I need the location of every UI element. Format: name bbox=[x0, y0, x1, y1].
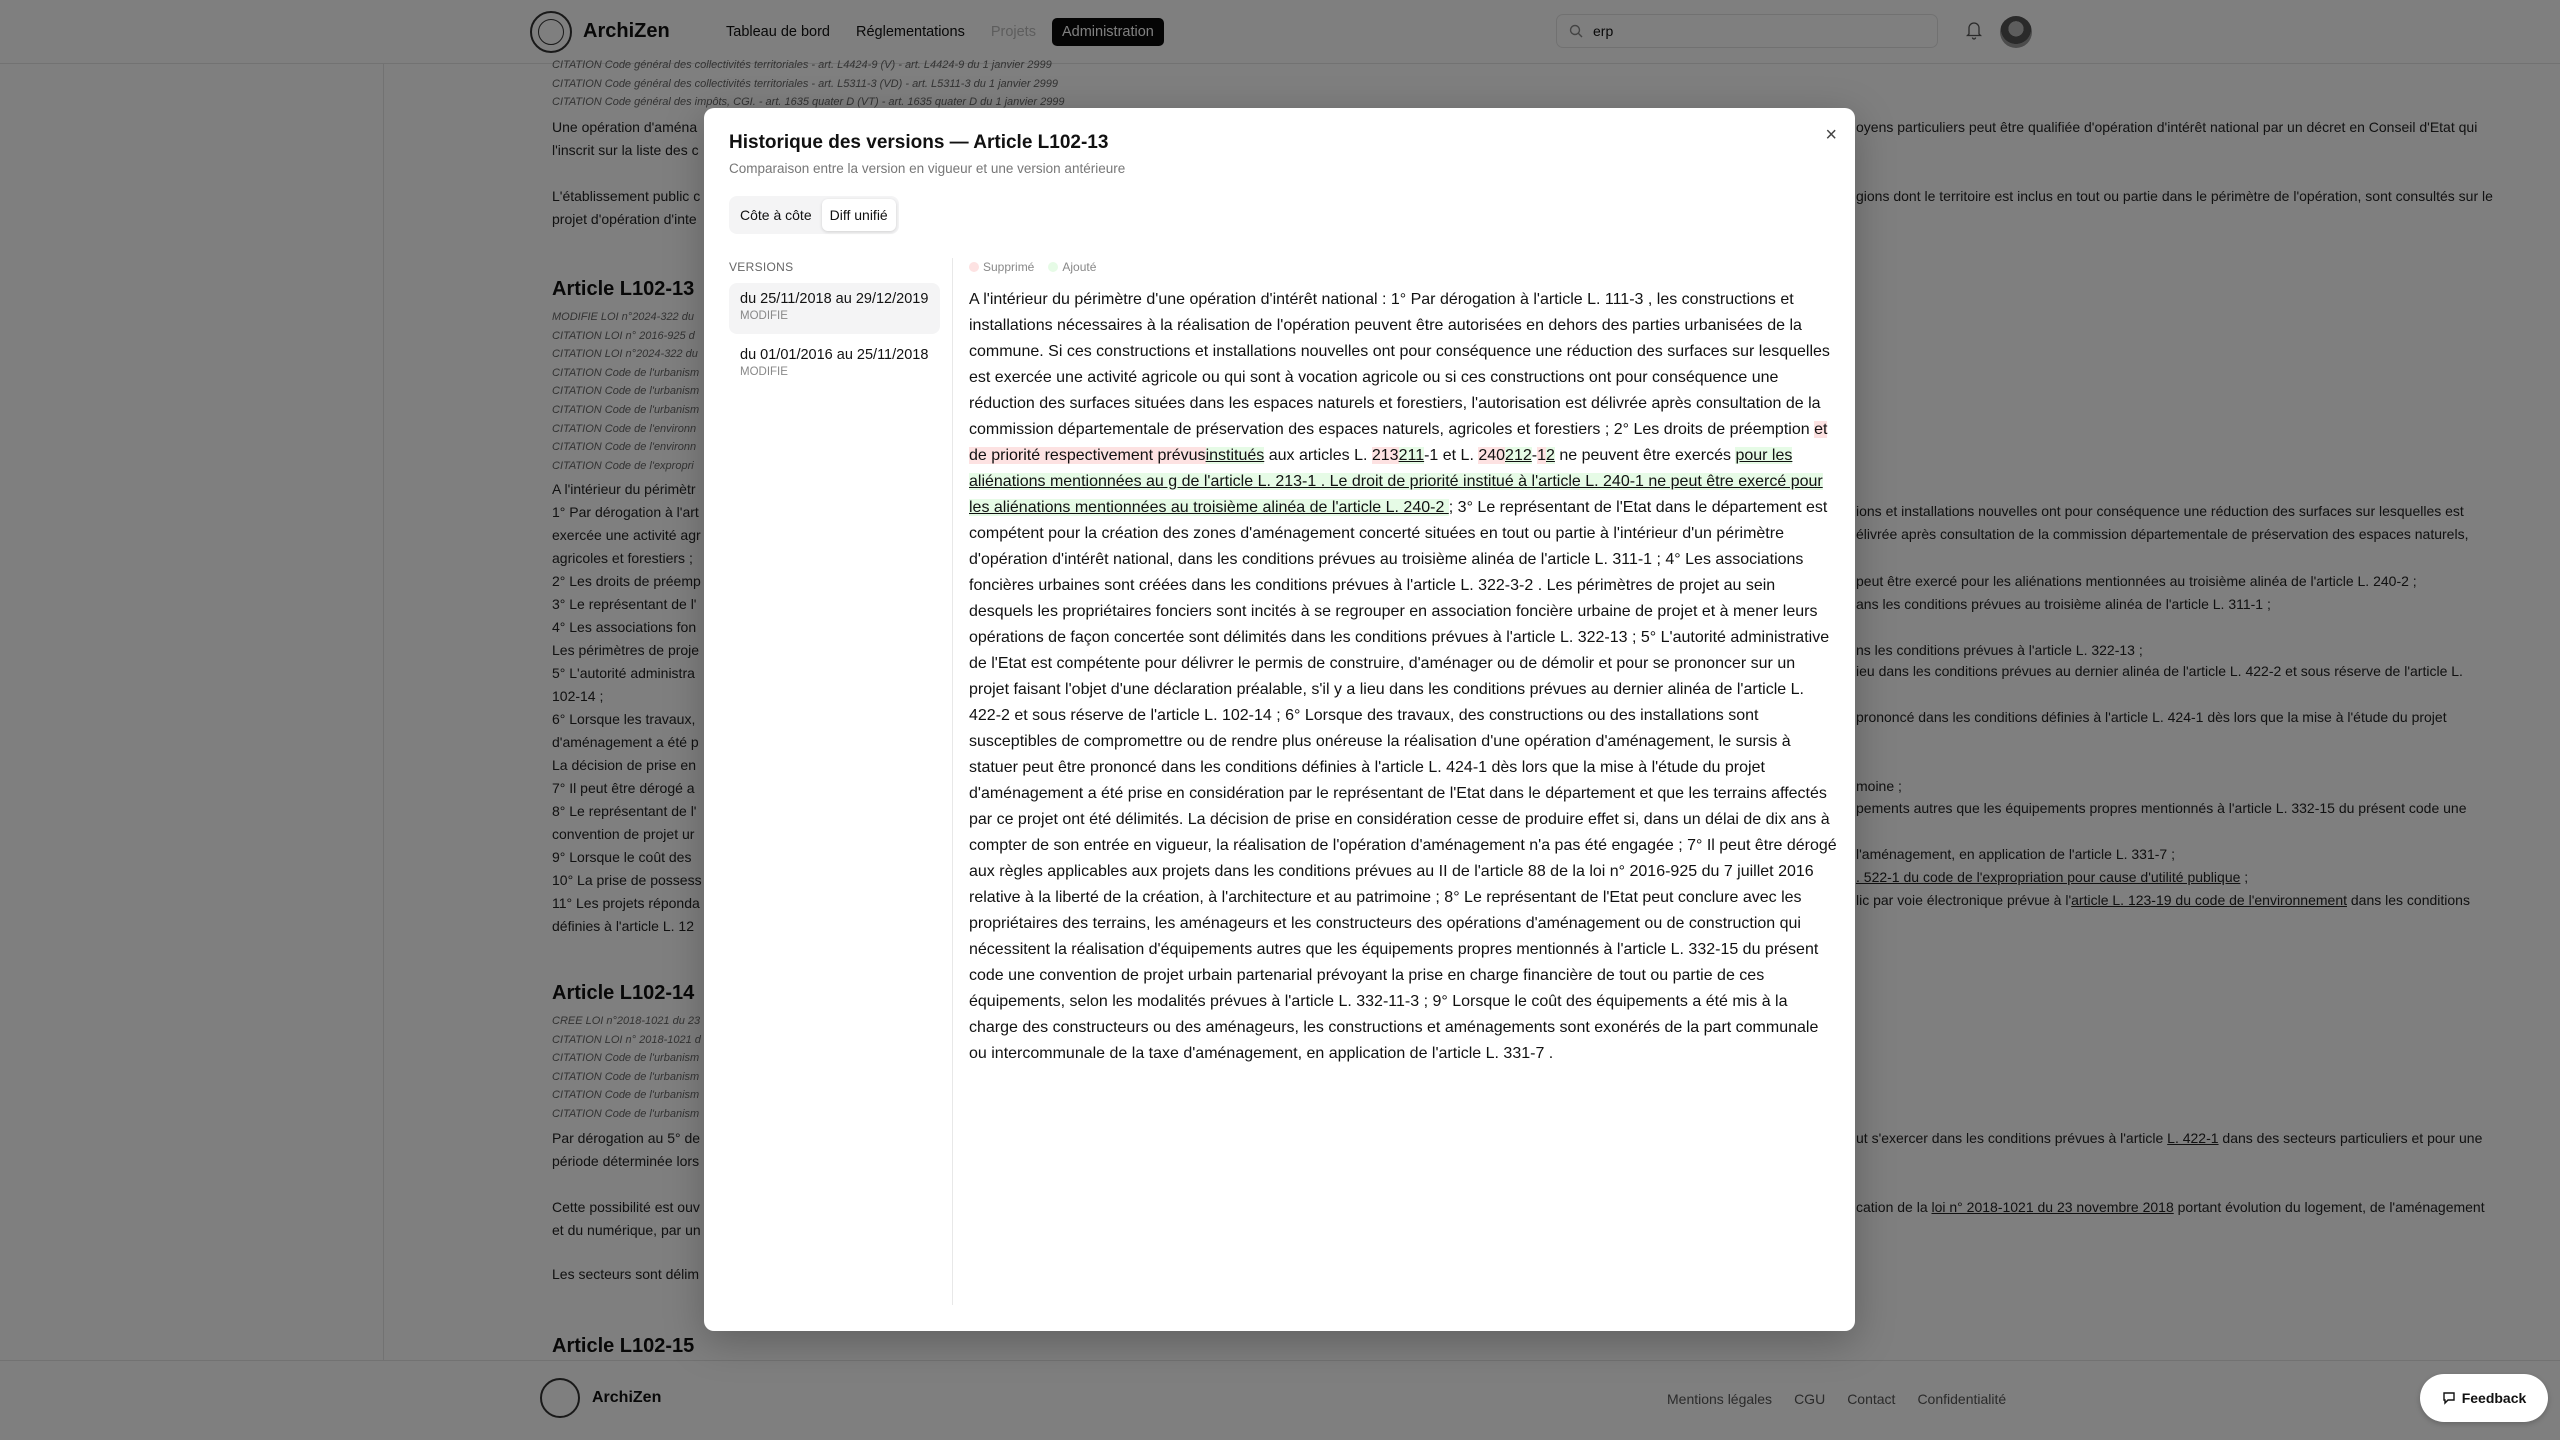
version-type: MODIFIE bbox=[740, 310, 788, 322]
unchanged-text: aux articles L. bbox=[1264, 447, 1372, 464]
tab-side-by-side[interactable]: Côte à côte bbox=[740, 207, 812, 223]
close-icon[interactable]: × bbox=[1825, 124, 1837, 146]
added-text: 211 bbox=[1398, 447, 1425, 464]
added-swatch-icon bbox=[1048, 262, 1058, 272]
legend-added bbox=[1048, 260, 1096, 274]
deleted-text: 213 bbox=[1371, 447, 1399, 464]
unified-diff-text bbox=[969, 287, 1839, 1067]
legend-deleted bbox=[969, 260, 1034, 274]
unchanged-text: ne peuvent être exercés bbox=[1554, 447, 1736, 464]
unchanged-text: ; 3° Le représentant de l'Etat dans le département est compétent pour la création des zones d'aménagement concerté situées en tout ou partie à l'intérieur d'un périmètre d'opération d'intérêt national, dans les conditions prévues au troisième alinéa de l'article L. 311-1 ; 4° Les associations foncières urbaines sont créées dans les conditions prévues à l'article L. 322-3-2 . Les périmètres de projet au sein desquels les propriétaires fonciers sont incités à se regrouper en association foncière urbaine de projet et à mener leurs opérations de façon concertée sont délimités dans les conditions prévues à l'article L. 322-13 ; 5° L'autorité administrative de l'Etat est compétente pour délivrer le permis de construire, d'aménager ou de démolir et pour se prononcer sur un projet faisant l'objet d'une déclaration préalable, s'il y a lieu dans les conditions prévues au dernier alinéa de l'article L. 422-2 et sous réserve de l'article L. 102-14 ; 6° Lorsque des travaux, des constructions ou des installations sont susceptibles de compromettre ou de rendre plus onéreuse la réalisation d'une opération d'aménagement, le sursis à statuer peut être prononcé dans les conditions définies à l'article L. 424-1 dès lors que la mise à l'étude du projet d'aménagement a été prise en considération par le représentant de l'Etat dans le département et que les terrains affectés par ce projet ont été délimités. La décision de prise en considération cesse de produire effet si, dans un délai de dix ans à compter de son entrée en vigueur, la réalisation de l'opération d'aménagement n'a pas été engagée ; 7° Il peut être dérogé aux règles applicables aux projets dans les conditions prévues au II de l'article 88 de la loi n° 2016-925 du 7 juillet 2016 relative à la liberté de la création, à l'architecture et au patrimoine ; 8° Le représentant de l'Etat peut conclure avec les propriétaires des terrains, les aménageurs et les constructeurs des opérations d'aménagement ou de construction qui nécessitent la réalisation d'équipements autres que les équipements propres mentionnés à l'article L. 332-15 du présent code une convention de projet urbain partenarial prévoyant la prise en charge financière de tout ou partie de ces équipements, selon les modalités prévues à l'article L. 332-11-3 ; 9° Lorsque le coût des équipements a été mis à la charge des constructeurs ou des aménageurs, les constructions et aménagements sont exonérés de la part communale ou intercommunale de la taxe d'aménagement, en application de l'article L. 331-7 . bbox=[969, 499, 1837, 1062]
tab-unified-diff[interactable]: Diff unifié bbox=[822, 199, 896, 231]
panel-divider bbox=[952, 258, 953, 1305]
view-mode-tabs bbox=[729, 196, 899, 234]
chat-icon bbox=[2442, 1391, 2456, 1405]
feedback-button[interactable] bbox=[2420, 1374, 2548, 1422]
version-history-dialog bbox=[704, 108, 1855, 1331]
version-item[interactable] bbox=[729, 339, 940, 390]
unchanged-text: A l'intérieur du périmètre d'une opération d'intérêt national : 1° Par dérogation à l'article L. 111-3 , les constructions et installations nécessaires à la réalisation de l'opération peuvent être autorisées en dehors des parties urbanisées de la commune. Si ces constructions et installations nouvelles ont pour conséquence une réduction des surfaces sur lesquelles est exercée une activité agricole ou qui sont à vocation agricole ou si ces constructions ont pour conséquence une réduction des surfaces situées dans les espaces naturels et forestiers, l'autorisation est délivrée après consultation de la commission départementale de préservation des espaces naturels, agricoles et forestiers ; 2° Les droits de préemption bbox=[969, 291, 1830, 438]
added-text: pour les aliénations mentionnées au g de l'article L. 213-1 . Le droit de priorité institué à l'article L. 240-1 ne peut être exercé pour les aliénations mentionnées au troisième alinéa de l'article L. 240-2 bbox=[969, 447, 1823, 516]
deleted-swatch-icon bbox=[969, 262, 979, 272]
feedback-label: Feedback bbox=[2461, 1390, 2527, 1406]
unchanged-text: - bbox=[1531, 447, 1538, 464]
added-text: 2 bbox=[1545, 447, 1555, 464]
versions-label: VERSIONS bbox=[729, 260, 794, 274]
diff-legend bbox=[969, 260, 1096, 274]
version-dates: du 25/11/2018 au 29/12/2019 bbox=[740, 291, 929, 307]
unchanged-text: -1 et L. bbox=[1424, 447, 1479, 464]
version-dates: du 01/01/2016 au 25/11/2018 bbox=[740, 347, 929, 363]
version-type: MODIFIE bbox=[740, 366, 788, 378]
deleted-text: 1 bbox=[1537, 447, 1546, 464]
dialog-title: Historique des versions — Article L102-13 bbox=[729, 132, 1109, 153]
added-text: institués bbox=[1205, 447, 1265, 464]
dialog-subtitle: Comparaison entre la version en vigueur et une version antérieure bbox=[729, 161, 1126, 176]
deleted-text: 240 bbox=[1478, 447, 1506, 464]
added-text: 212 bbox=[1505, 447, 1532, 464]
legend-label: Ajouté bbox=[1062, 260, 1097, 274]
deleted-text: et de priorité respectivement prévus bbox=[969, 421, 1828, 464]
version-item[interactable] bbox=[729, 283, 940, 334]
legend-label: Supprimé bbox=[983, 260, 1035, 274]
